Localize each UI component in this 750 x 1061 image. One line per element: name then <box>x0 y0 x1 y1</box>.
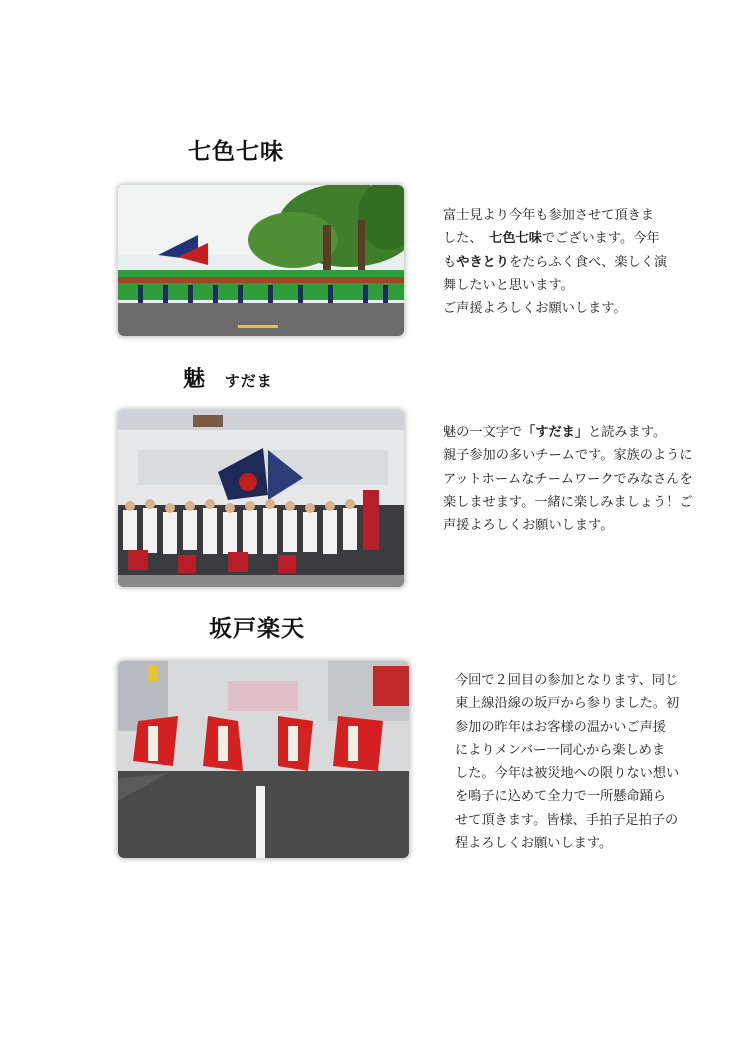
desc-line: 舞したいと思います。 <box>443 277 574 293</box>
team-photo-sakado-rakuten <box>118 661 409 858</box>
team-title-sakado-rakuten: 坂戸楽天 <box>209 616 305 642</box>
desc-line: した、 七色七味でございます。今年 <box>443 231 660 247</box>
group-photo-graphic <box>118 410 404 587</box>
desc-line: 今回で２回目の参加となります、同じ <box>455 673 679 688</box>
team-description-sakado-rakuten <box>455 669 679 855</box>
desc-line: 程よろしくお願いします。 <box>455 836 613 852</box>
team-description-sudama <box>443 421 693 537</box>
desc-line: 富士見より今年も参加させて頂きま <box>443 208 654 223</box>
team-photo-nanairo <box>118 185 404 336</box>
desc-line: した。今年は被災地への限りない想い <box>455 766 680 782</box>
team-title-reading: すだま <box>224 372 273 390</box>
desc-line: 魅の一文字で「すだま」と読みます。 <box>443 425 667 440</box>
desc-line: 東上線沿線の坂戸から参りました。初 <box>455 696 680 712</box>
desc-line: 参加の昨年はお客様の温かいご声援 <box>455 719 666 735</box>
team-title-kanji: 魅 <box>183 367 207 392</box>
team-photo-sudama <box>118 410 404 587</box>
desc-line: ご声援よろしくお願いします。 <box>443 301 627 317</box>
team-title-nanairo: 七色七味 <box>188 139 284 165</box>
parade-photo-graphic <box>118 185 404 336</box>
team-description-nanairo <box>443 204 667 320</box>
desc-line: 声援よろしくお願いします。 <box>443 518 614 534</box>
desc-line: せて頂きます。皆様、手拍子足拍子の <box>455 812 679 828</box>
desc-line: アットホームなチームワークでみなさんを <box>443 471 693 487</box>
desc-line: を鳴子に込めて全力で一所懸命踊ら <box>455 789 666 805</box>
desc-line: 親子参加の多いチームです。家族のように <box>443 448 693 464</box>
desc-line: 楽しませます。一緒に楽しみましょう！ご <box>443 494 693 510</box>
team-title-sudama <box>183 362 273 393</box>
street-dance-photo-graphic <box>118 661 409 858</box>
desc-line: によりメンバー一同心から楽しめま <box>455 742 666 758</box>
desc-line: もやきとりをたらふく食べ、楽しく演 <box>443 254 668 270</box>
